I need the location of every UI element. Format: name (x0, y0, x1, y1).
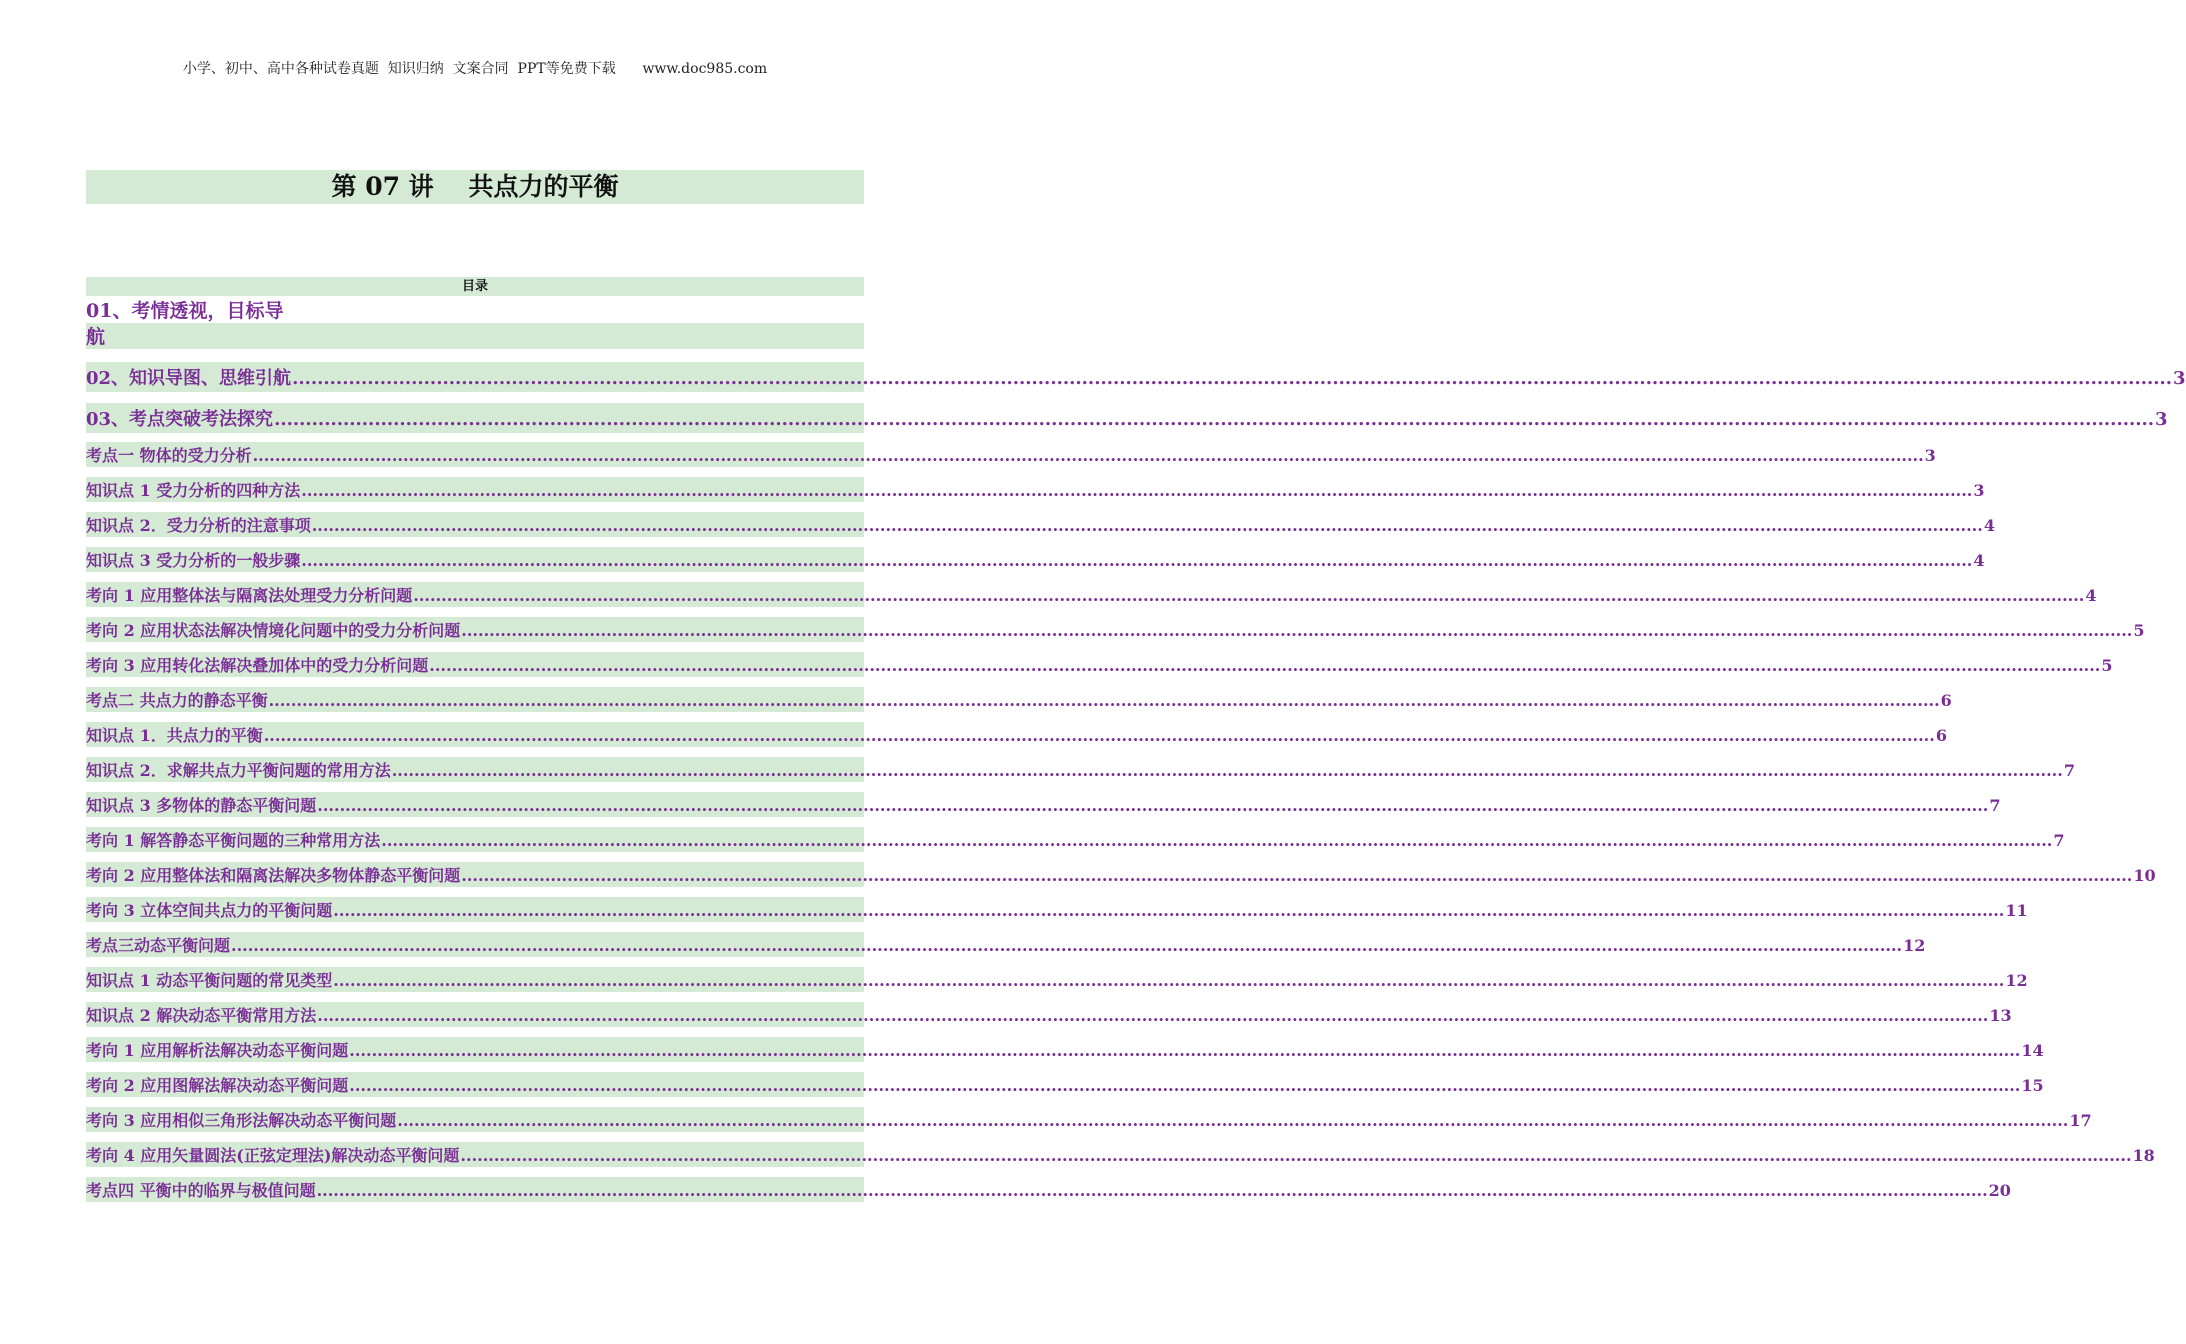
toc-entry[interactable] (86, 722, 1947, 747)
toc-entry-leader: ............................................................................................................................................................................................................................................................................................................ (429, 656, 2101, 675)
toc-entry-page: 4 (2085, 586, 2097, 605)
toc-entry-leader: ............................................................................................................................................................................................................................................................................................................ (268, 691, 1940, 710)
toc-entry-leader: ............................................................................................................................................................................................................................................................................................................ (333, 971, 2005, 990)
toc-entry[interactable] (86, 617, 2145, 642)
toc-entry-leader: ............................................................................................................................................................................................................................................................................................................ (461, 866, 2133, 885)
toc-entry-leader: ............................................................................................................................................................................................................................................................................................................ (333, 901, 2005, 920)
toc-entry-leader: ............................................................................................................................................................................................................................................................................................................ (252, 446, 1924, 465)
toc-entry-label: 知识点 2 解决动态平衡常用方法 (86, 1006, 317, 1025)
toc-entry[interactable] (86, 862, 2156, 887)
toc-entry[interactable] (86, 582, 2097, 607)
toc-section01-background (86, 323, 864, 349)
toc-entry-page: 3 (2155, 409, 2168, 430)
toc-entry-label: 知识点 3 多物体的静态平衡问题 (86, 796, 317, 815)
toc-entry-label: 知识点 2．受力分析的注意事项 (86, 516, 311, 535)
toc-entry-label: 考向 1 应用整体法与隔离法处理受力分析问题 (86, 586, 413, 605)
document-title: 第 07 讲 共点力的平衡 (86, 170, 864, 204)
toc-entry-page: 3 (1973, 481, 1985, 500)
toc-entry-leader: ............................................................................................................................................................................................................................................................................................................ (349, 1076, 2021, 1095)
toc-entry-label: 考向 3 应用转化法解决叠加体中的受力分析问题 (86, 656, 429, 675)
toc-entry-label: 知识点 1 动态平衡问题的常见类型 (86, 971, 333, 990)
toc-entry-label: 知识点 3 受力分析的一般步骤 (86, 551, 301, 570)
page-header: 小学、初中、高中各种试卷真题 知识归纳 文案合同 PPT等免费下载 www.doc985.com (182, 61, 768, 77)
toc-entry-leader: ............................................................................................................................................................................................................................................................................................................ (231, 936, 1903, 955)
toc-entry-page: 20 (1988, 1181, 2011, 1200)
toc-entry[interactable] (86, 932, 1926, 957)
toc-entry-page: 7 (1989, 796, 2001, 815)
toc-entry-leader: ............................................................................................................................................................................................................................................................................................................ (316, 1181, 1988, 1200)
toc-entry[interactable] (86, 1037, 2044, 1062)
toc-entry-leader: ............................................................................................................................................................................................................................................................................................................ (391, 761, 2063, 780)
toc-entry-page: 5 (2101, 656, 2113, 675)
toc-entry-page: 13 (1989, 1006, 2012, 1025)
toc-section01-line2[interactable]: 航 (86, 326, 106, 348)
toc-entry-leader: ............................................................................................................................................................................................................................................................................................................ (461, 621, 2133, 640)
toc-entry-label: 考向 3 立体空间共点力的平衡问题 (86, 901, 333, 920)
toc-entry-page: 18 (2132, 1146, 2155, 1165)
toc-entry-page: 14 (2021, 1041, 2044, 1060)
toc-entry-page: 3 (1924, 446, 1936, 465)
toc-entry-label: 考向 4 应用矢量圆法(正弦定理法)解决动态平衡问题 (86, 1146, 460, 1165)
toc-entry-label: 考点四 平衡中的临界与极值问题 (86, 1181, 316, 1200)
toc-entry-label: 考向 1 应用解析法解决动态平衡问题 (86, 1041, 349, 1060)
toc-entry-leader: ............................................................................................................................................................................................................................................................................................................ (274, 409, 2155, 430)
toc-entry-leader: ............................................................................................................................................................................................................................................................................................................ (349, 1041, 2021, 1060)
toc-entry-leader: ............................................................................................................................................................................................................................................................................................................ (413, 586, 2085, 605)
toc-entry-label: 考向 3 应用相似三角形法解决动态平衡问题 (86, 1111, 397, 1130)
toc-entry-page: 10 (2133, 866, 2156, 885)
toc-entry-leader: ............................................................................................................................................................................................................................................................................................................ (263, 726, 1935, 745)
toc-entry-label: 考点三动态平衡问题 (86, 936, 231, 955)
toc-entry-leader: ............................................................................................................................................................................................................................................................................................................ (317, 1006, 1989, 1025)
toc-entry-page: 12 (1903, 936, 1926, 955)
toc-entry-label: 考向 2 应用状态法解决情境化问题中的受力分析问题 (86, 621, 461, 640)
toc-entry-label: 知识点 2．求解共点力平衡问题的常用方法 (86, 761, 391, 780)
toc-entry[interactable] (86, 547, 1985, 572)
toc-entry[interactable] (86, 1002, 2012, 1027)
toc-entry[interactable] (86, 512, 1995, 537)
toc-entry-leader: ............................................................................................................................................................................................................................................................................................................ (397, 1111, 2069, 1130)
toc-entry-page: 12 (2005, 971, 2028, 990)
toc-entry-page: 6 (1935, 726, 1947, 745)
toc-section01-line1[interactable]: 01、考情透视，目标导 (86, 300, 284, 322)
toc-entry-leader: ............................................................................................................................................................................................................................................................................................................ (301, 551, 1973, 570)
toc-entry-leader: ............................................................................................................................................................................................................................................................................................................ (292, 368, 2173, 389)
toc-entry-label: 考点二 共点力的静态平衡 (86, 691, 268, 710)
toc-entry-leader: ............................................................................................................................................................................................................................................................................................................ (460, 1146, 2132, 1165)
toc-entry-label: 考向 2 应用整体法和隔离法解决多物体静态平衡问题 (86, 866, 461, 885)
toc-entry-page: 15 (2021, 1076, 2044, 1095)
toc-entry[interactable] (86, 897, 2028, 922)
toc-entry[interactable] (86, 1177, 2011, 1202)
toc-entry-leader: ............................................................................................................................................................................................................................................................................................................ (301, 481, 1973, 500)
toc-entry-label: 考向 1 解答静态平衡问题的三种常用方法 (86, 831, 381, 850)
toc-heading: 目录 (86, 277, 864, 296)
toc-entry-label: 02、知识导图、思维引航 (86, 368, 292, 389)
toc-entry[interactable] (86, 967, 2028, 992)
toc-entry-page: 6 (1940, 691, 1952, 710)
toc-entry-label: 知识点 1 受力分析的四种方法 (86, 481, 301, 500)
toc-entry-page: 7 (2053, 831, 2065, 850)
toc-entry[interactable] (86, 1142, 2155, 1167)
toc-entry-leader: ............................................................................................................................................................................................................................................................................................................ (317, 796, 1989, 815)
toc-entry-leader: ............................................................................................................................................................................................................................................................................................................ (381, 831, 2053, 850)
toc-entry-leader: ............................................................................................................................................................................................................................................................................................................ (311, 516, 1983, 535)
toc-entry[interactable] (86, 687, 1952, 712)
toc-entry[interactable] (86, 792, 2001, 817)
toc-entry-page: 11 (2005, 901, 2028, 920)
toc-entry-page: 17 (2069, 1111, 2092, 1130)
toc-entry[interactable] (86, 442, 1936, 467)
toc-entry-label: 考向 2 应用图解法解决动态平衡问题 (86, 1076, 349, 1095)
toc-entry-page: 4 (1973, 551, 1985, 570)
toc-entry-page: 3 (2173, 368, 2186, 389)
toc-entry[interactable] (86, 362, 2186, 392)
toc-entry-page: 7 (2063, 761, 2075, 780)
toc-entry[interactable] (86, 757, 2075, 782)
toc-entry-label: 知识点 1．共点力的平衡 (86, 726, 263, 745)
toc-entry[interactable] (86, 477, 1985, 502)
toc-entry[interactable] (86, 1072, 2044, 1097)
toc-entry[interactable] (86, 403, 2168, 433)
toc-entry-label: 考点一 物体的受力分析 (86, 446, 252, 465)
toc-entry[interactable] (86, 652, 2113, 677)
toc-entry[interactable] (86, 1107, 2092, 1132)
toc-entry-page: 5 (2133, 621, 2145, 640)
toc-entry-page: 4 (1983, 516, 1995, 535)
toc-entry[interactable] (86, 827, 2065, 852)
toc-entry-label: 03、考点突破考法探究 (86, 409, 274, 430)
